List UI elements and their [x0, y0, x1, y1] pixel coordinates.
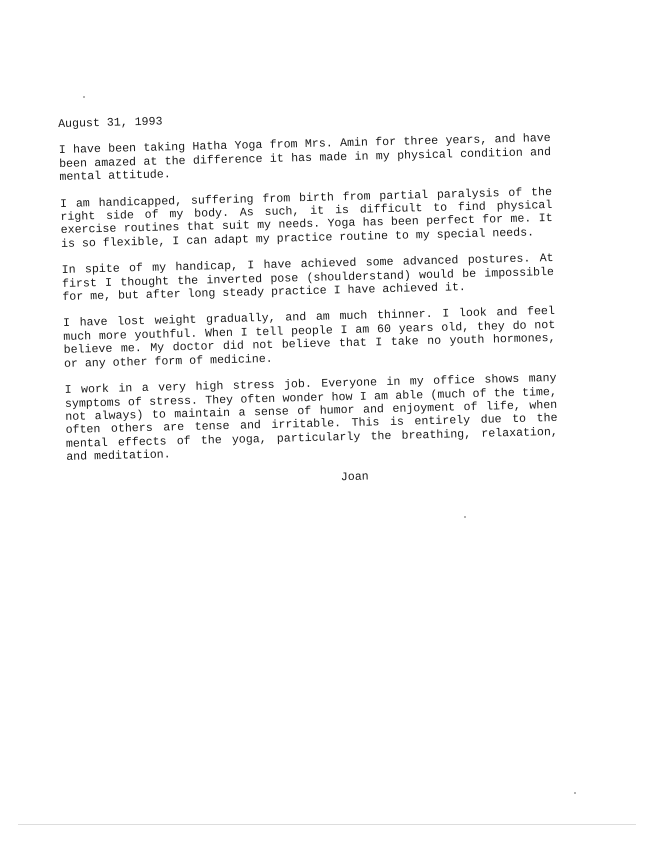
- signature-name: Joan: [340, 470, 369, 484]
- page-bottom-divider: [18, 824, 636, 825]
- scan-speck: [464, 516, 466, 518]
- scan-speck: [83, 96, 85, 98]
- scan-speck: [574, 792, 576, 794]
- paragraph-weight-youthful: I have lost weight gradually, and am much thinner. I look and feel much more youthful. When I tell people I am 60 years old, they do not believe me. My doctor did not believe that I take no youth hormones, or any other form of medicine.: [62, 305, 556, 371]
- paragraph-yoga-intro: I have been taking Hatha Yoga from Mrs. Amin for three years, and have been amazed at the difference it has made in my physical condition and mental attitude.: [58, 132, 552, 185]
- paragraph-handicap: I am handicapped, suffering from birth from partial paralysis of the right side of my body. As such, it is difficult to find physical exercise routines that suit my needs. Yoga has been perfect for me. It is so flexible, I can adapt my practice routine to my special needs.: [59, 185, 553, 251]
- letter-body: [58, 106, 559, 491]
- paragraph-stress-job: I work in a very high stress job. Everyone in my office shows many symptoms of stress. They often wonder how I am able (much of the time, not always) to maintain a sense of humor and enjoyment of life, when often others are tense and irritable. This is entirely due to the mental effects of the yoga, particularly the breathing, relaxation, and meditation.: [64, 371, 558, 465]
- letter-date: August 31, 1993: [58, 115, 163, 131]
- paragraph-advanced-postures: In spite of my handicap, I have achieved some advanced postures. At first I thought the inverted pose (shoulderstand) would be impossible for me, but after long steady practice I have achieved it.: [61, 252, 555, 305]
